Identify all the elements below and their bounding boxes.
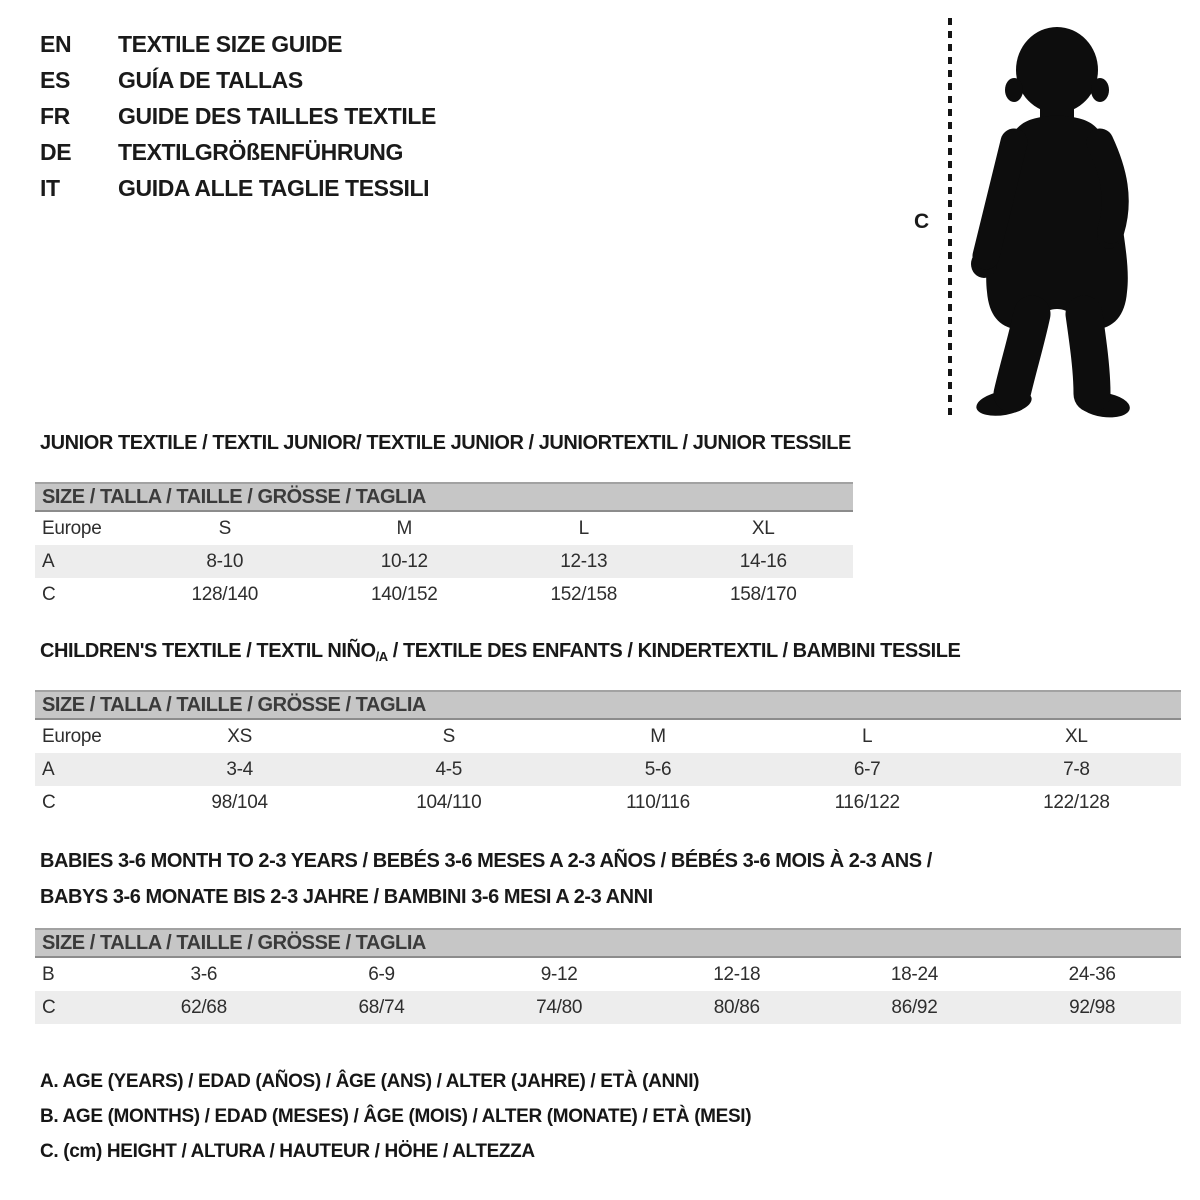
- legend: [40, 1064, 751, 1169]
- babies-size-table: [35, 928, 1181, 1024]
- babies-title-line2: BABYS 3-6 MONATE BIS 2-3 JAHRE / BAMBINI 3-6 MESI A 2-3 ANNI: [40, 886, 653, 908]
- junior-row-height: [35, 578, 853, 611]
- size-cell: S: [218, 517, 231, 539]
- language-code: IT: [40, 175, 60, 201]
- value-cell: 18-24: [890, 963, 938, 985]
- size-cell: M: [650, 725, 666, 747]
- language-title: GUÍA DE TALLAS: [118, 67, 303, 93]
- legend-line-b: B. AGE (MONTHS) / EDAD (MESES) / ÂGE (MOIS) / ALTER (MONATE) / ETÀ (MESI): [40, 1106, 752, 1127]
- size-cell: XS: [227, 725, 252, 747]
- value-cell: 98/104: [211, 791, 268, 813]
- value-cell: 8-10: [135, 545, 315, 578]
- value-cell: 6-9: [368, 963, 395, 985]
- language-row-it: [40, 170, 436, 206]
- babies-section-title: [40, 843, 932, 915]
- value-cell: 10-12: [315, 545, 495, 578]
- value-cell: 152/158: [550, 583, 618, 605]
- value-cell: 158/170: [729, 583, 797, 605]
- children-row-age: [35, 753, 1181, 786]
- row-label: Europe: [42, 725, 102, 747]
- value-cell: 62/68: [115, 991, 293, 1024]
- value-cell: 3-6: [190, 963, 218, 985]
- value-cell: 74/80: [470, 991, 648, 1024]
- babies-size-header: SIZE / TALLA / TAILLE / GRÖSSE / TAGLIA: [35, 928, 1181, 958]
- children-size-header: SIZE / TALLA / TAILLE / GRÖSSE / TAGLIA: [35, 690, 1181, 720]
- language-title: GUIDE DES TAILLES TEXTILE: [118, 103, 436, 129]
- language-title: TEXTILGRÖßENFÜHRUNG: [118, 139, 403, 165]
- row-label: C: [42, 791, 56, 813]
- junior-section-title: JUNIOR TEXTILE / TEXTIL JUNIOR/ TEXTILE JUNIOR / JUNIORTEXTIL / JUNIOR TESSILE: [40, 432, 851, 454]
- children-title-rest: / TEXTILE DES ENFANTS / KINDERTEXTIL / BAMBINI TESSILE: [387, 640, 961, 662]
- value-cell: 140/152: [370, 583, 438, 605]
- children-section-title: [40, 640, 960, 664]
- row-label: C: [35, 991, 115, 1024]
- babies-title-line1: BABIES 3-6 MONTH TO 2-3 YEARS / BEBÉS 3-6 MESES A 2-3 AÑOS / BÉBÉS 3-6 MOIS À 2-3 ANS /: [40, 850, 932, 872]
- junior-table: [35, 512, 853, 611]
- children-table: [35, 720, 1181, 819]
- legend-line-c: C. (cm) HEIGHT / ALTURA / HAUTEUR / HÖHE / ALTEZZA: [40, 1141, 535, 1162]
- row-label: C: [42, 583, 56, 605]
- junior-size-table: [35, 482, 853, 611]
- height-measure-label: C: [914, 210, 930, 233]
- babies-row-months: [35, 958, 1181, 991]
- value-cell: 4-5: [344, 753, 553, 786]
- value-cell: 6-7: [763, 753, 972, 786]
- language-row-en: [40, 26, 436, 62]
- value-cell: 12-18: [713, 963, 761, 985]
- size-cell: L: [862, 725, 873, 747]
- children-title-sub: /A: [375, 649, 388, 664]
- language-title: GUIDA ALLE TAGLIE TESSILI: [118, 175, 430, 201]
- junior-row-europe: [35, 512, 853, 545]
- language-row-de: [40, 134, 436, 170]
- value-cell: 92/98: [1003, 991, 1181, 1024]
- value-cell: 110/116: [626, 791, 690, 813]
- row-label: A: [35, 545, 135, 578]
- babies-table: [35, 958, 1181, 1024]
- children-row-europe: [35, 720, 1181, 753]
- value-cell: 116/122: [834, 791, 900, 813]
- junior-size-header: SIZE / TALLA / TAILLE / GRÖSSE / TAGLIA: [35, 482, 853, 512]
- language-row-fr: [40, 98, 436, 134]
- legend-line-a: A. AGE (YEARS) / EDAD (AÑOS) / ÂGE (ANS) / ALTER (JAHRE) / ETÀ (ANNI): [40, 1071, 700, 1092]
- value-cell: 24-36: [1068, 963, 1116, 985]
- value-cell: 86/92: [826, 991, 1004, 1024]
- value-cell: 104/110: [416, 791, 482, 813]
- size-cell: L: [578, 517, 589, 539]
- value-cell: 80/86: [648, 991, 826, 1024]
- value-cell: 128/140: [191, 583, 259, 605]
- size-cell: M: [396, 517, 413, 539]
- size-cell: XL: [1065, 725, 1088, 747]
- value-cell: 9-12: [540, 963, 578, 985]
- value-cell: 68/74: [293, 991, 471, 1024]
- height-dashed-line: [948, 18, 952, 418]
- value-cell: 12-13: [494, 545, 674, 578]
- row-label: Europe: [42, 517, 102, 539]
- language-code: EN: [40, 31, 72, 57]
- row-label: B: [42, 963, 55, 985]
- junior-row-age: [35, 545, 853, 578]
- language-title: TEXTILE SIZE GUIDE: [118, 31, 343, 57]
- size-cell: XL: [751, 517, 775, 539]
- babies-row-height: [35, 991, 1181, 1024]
- language-code: FR: [40, 103, 70, 129]
- children-row-height: [35, 786, 1181, 819]
- toddler-silhouette-icon: [962, 16, 1152, 424]
- height-measure-figure: [900, 10, 1180, 430]
- value-cell: 14-16: [674, 545, 854, 578]
- row-label: A: [35, 753, 135, 786]
- value-cell: 3-4: [135, 753, 344, 786]
- size-cell: S: [442, 725, 455, 747]
- value-cell: 7-8: [972, 753, 1181, 786]
- value-cell: 122/128: [1043, 791, 1110, 813]
- value-cell: 5-6: [553, 753, 762, 786]
- language-row-es: [40, 62, 436, 98]
- children-size-table: [35, 690, 1181, 819]
- language-code: DE: [40, 139, 72, 165]
- language-code: ES: [40, 67, 70, 93]
- children-title-main: CHILDREN'S TEXTILE / TEXTIL NIÑO: [40, 640, 376, 662]
- language-list: [40, 26, 436, 206]
